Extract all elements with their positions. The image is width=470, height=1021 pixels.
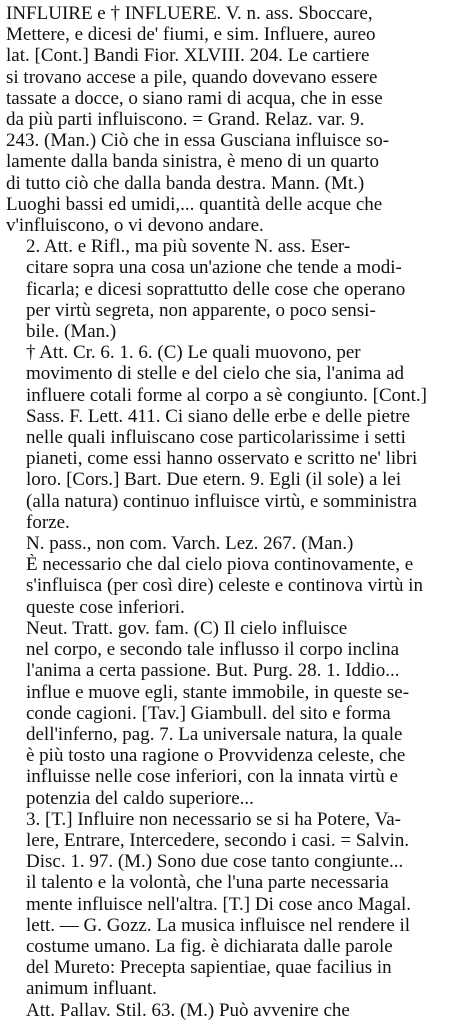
text-line: 2. Att. e Rifl., ma più sovente N. ass. Eser- (26, 236, 351, 258)
text-line: influisse nelle cose inferiori, con la innata virtù e (26, 766, 398, 788)
text-line: Sass. F. Lett. 411. Ci siano delle erbe e delle pietre (26, 405, 411, 427)
entry-paragraph-7 (6, 1000, 464, 1021)
text-line: INFLUIRE e † INFLUERE. V. n. ass. Sboccare, (6, 3, 373, 24)
text-line: queste cose inferiori. (26, 596, 185, 618)
text-line: loro. [Cors.] Bart. Due etern. 9. Egli (il sole) a lei (26, 469, 402, 491)
text-line: ficarla; e dicesi soprattutto delle cose che operano (26, 278, 406, 300)
text-line: potenzia del caldo superiore... (26, 787, 254, 809)
text-line: 3. [T.] Influire non necessario se si ha Potere, Va- (26, 808, 401, 830)
text-line: Att. Pallav. Stil. 63. (M.) Può avvenire che (26, 999, 350, 1021)
text-line: nel corpo, e secondo tale influsso il corpo inclina (26, 639, 400, 661)
text-line: del Mureto: Precepta sapientiae, quae facilius in (26, 957, 392, 979)
text-line: nelle quali influiscano cose particolarissime i setti (26, 427, 406, 449)
text-line: animum influant. (26, 978, 157, 1000)
text-line: tassate a docce, o siano rami di acqua, che in esse (6, 87, 383, 109)
text-line: forze. (26, 511, 70, 533)
text-line: da più parti influiscono. = Grand. Relaz. var. 9. (6, 109, 365, 131)
entry-paragraph-3 (6, 342, 464, 533)
entry-paragraph-2 (6, 236, 464, 342)
text-line: l'anima a certa passione. But. Purg. 28. 1. Iddio... (26, 660, 400, 682)
text-line: mente influisce nell'altra. [T.] Di cose anco Magal. (26, 893, 412, 915)
entry-paragraph-1 (6, 3, 464, 236)
text-line: pianeti, come essi hanno osservato e scritto ne' libri (26, 448, 418, 470)
text-line: il talento e la volontà, che l'una parte necessaria (26, 872, 389, 894)
entry-paragraph-5 (6, 618, 464, 809)
entry-paragraph-4 (6, 533, 464, 618)
text-line: lat. [Cont.] Bandi Fior. XLVIII. 204. Le cartiere (6, 45, 370, 67)
text-line: Luoghi bassi ed umidi,... quantità delle acque che (6, 193, 383, 215)
text-line: movimento di stelle e del cielo che sia, l'anima ad (26, 363, 405, 385)
text-line: si trovano accese a pile, quando dovevano essere (6, 66, 378, 88)
text-line: lere, Entrare, Intercedere, secondo i casi. = Salvin. (26, 829, 410, 851)
text-line: per virtù segreta, non apparente, o poco sensi- (26, 299, 376, 321)
text-line: lamente dalla banda sinistra, è meno di un quarto (6, 151, 380, 173)
text-line: citare sopra una cosa un'azione che tende a modi- (26, 257, 402, 279)
text-line: È necessario che dal cielo piova continovamente, e (26, 554, 414, 576)
text-line: lett. — G. Gozz. La musica influisce nel rendere il (26, 914, 411, 936)
text-line: (alla natura) continuo influisce virtù, e somministra (26, 490, 417, 512)
text-line: dell'inferno, pag. 7. La universale natura, la quale (26, 723, 403, 745)
text-line: bile. (Man.) (26, 321, 117, 343)
entry-paragraph-6 (6, 809, 464, 1000)
text-line: Neut. Tratt. gov. fam. (C) Il cielo influisce (26, 617, 348, 639)
text-line: Mettere, e dicesi de' fiumi, e sim. Influere, aureo (6, 24, 376, 46)
text-line: influe e muove egli, stante immobile, in queste se- (26, 681, 410, 703)
text-line: v'influiscono, o vi devono andare. (6, 215, 264, 237)
text-line: † Att. Cr. 6. 1. 6. (C) Le quali muovono, per (26, 342, 361, 364)
text-line: influere cotali forme al corpo a sè congiunto. [Cont.] (26, 384, 427, 406)
text-line: è più tosto una ragione o Provvidenza celeste, che (26, 745, 406, 767)
text-line: conde cagioni. [Tav.] Giambull. del sito e forma (26, 702, 391, 724)
text-line: s'influisca (per così dire) celeste e continova virtù in (26, 575, 424, 597)
text-line: Disc. 1. 97. (M.) Sono due cose tanto congiunte... (26, 851, 404, 873)
text-line: 243. (Man.) Ciò che in essa Gusciana influisce so- (6, 130, 390, 152)
text-line: costume umano. La fig. è dichiarata dalle parole (26, 935, 393, 957)
text-line: di tutto ciò che dalla banda destra. Mann. (Mt.) (6, 172, 365, 194)
text-line: N. pass., non com. Varch. Lez. 267. (Man.) (26, 533, 354, 555)
